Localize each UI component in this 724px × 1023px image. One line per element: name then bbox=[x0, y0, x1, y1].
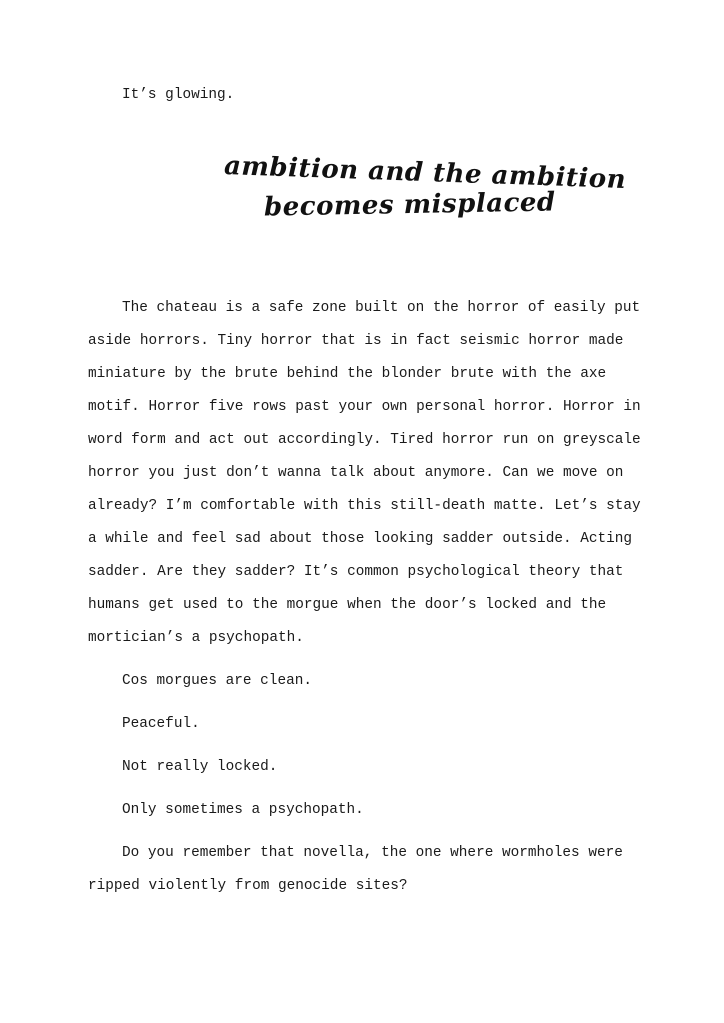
paragraph-not-locked: Not really locked. bbox=[122, 759, 278, 775]
handwritten-note bbox=[218, 150, 627, 240]
paragraph-chateau: The chateau is a safe zone built on the horror of easily put aside horrors. Tiny horror that is in fact seismic horror made miniature by the brute behind the blonder brute with the axe motif. Horror five rows past your own personal horror. Horror in word form and act out accordingly. Tired horror run on greyscale horror you just don’t wanna talk about anymore. Can we move on already? I’m comfortable with this still-death matte. Let’s stay a while and feel sad about those looking sadder outside. Acting sadder. Are they sadder? It’s common psychological theory that humans get used to the morgue when the door’s locked and the mortician’s a psychopath. bbox=[88, 300, 641, 646]
paragraph-peaceful: Peaceful. bbox=[122, 716, 200, 732]
paragraph-psychopath: Only sometimes a psychopath. bbox=[122, 802, 364, 818]
paragraph-novella: Do you remember that novella, the one where wormholes were ripped violently from genocide sites? bbox=[88, 845, 623, 894]
paragraph-morgues: Cos morgues are clean. bbox=[122, 673, 312, 689]
paragraph-glowing: It’s glowing. bbox=[122, 87, 235, 103]
handwritten-line-1: ambition and the ambition bbox=[223, 150, 627, 196]
handwritten-line-2: becomes misplaced bbox=[263, 187, 556, 223]
